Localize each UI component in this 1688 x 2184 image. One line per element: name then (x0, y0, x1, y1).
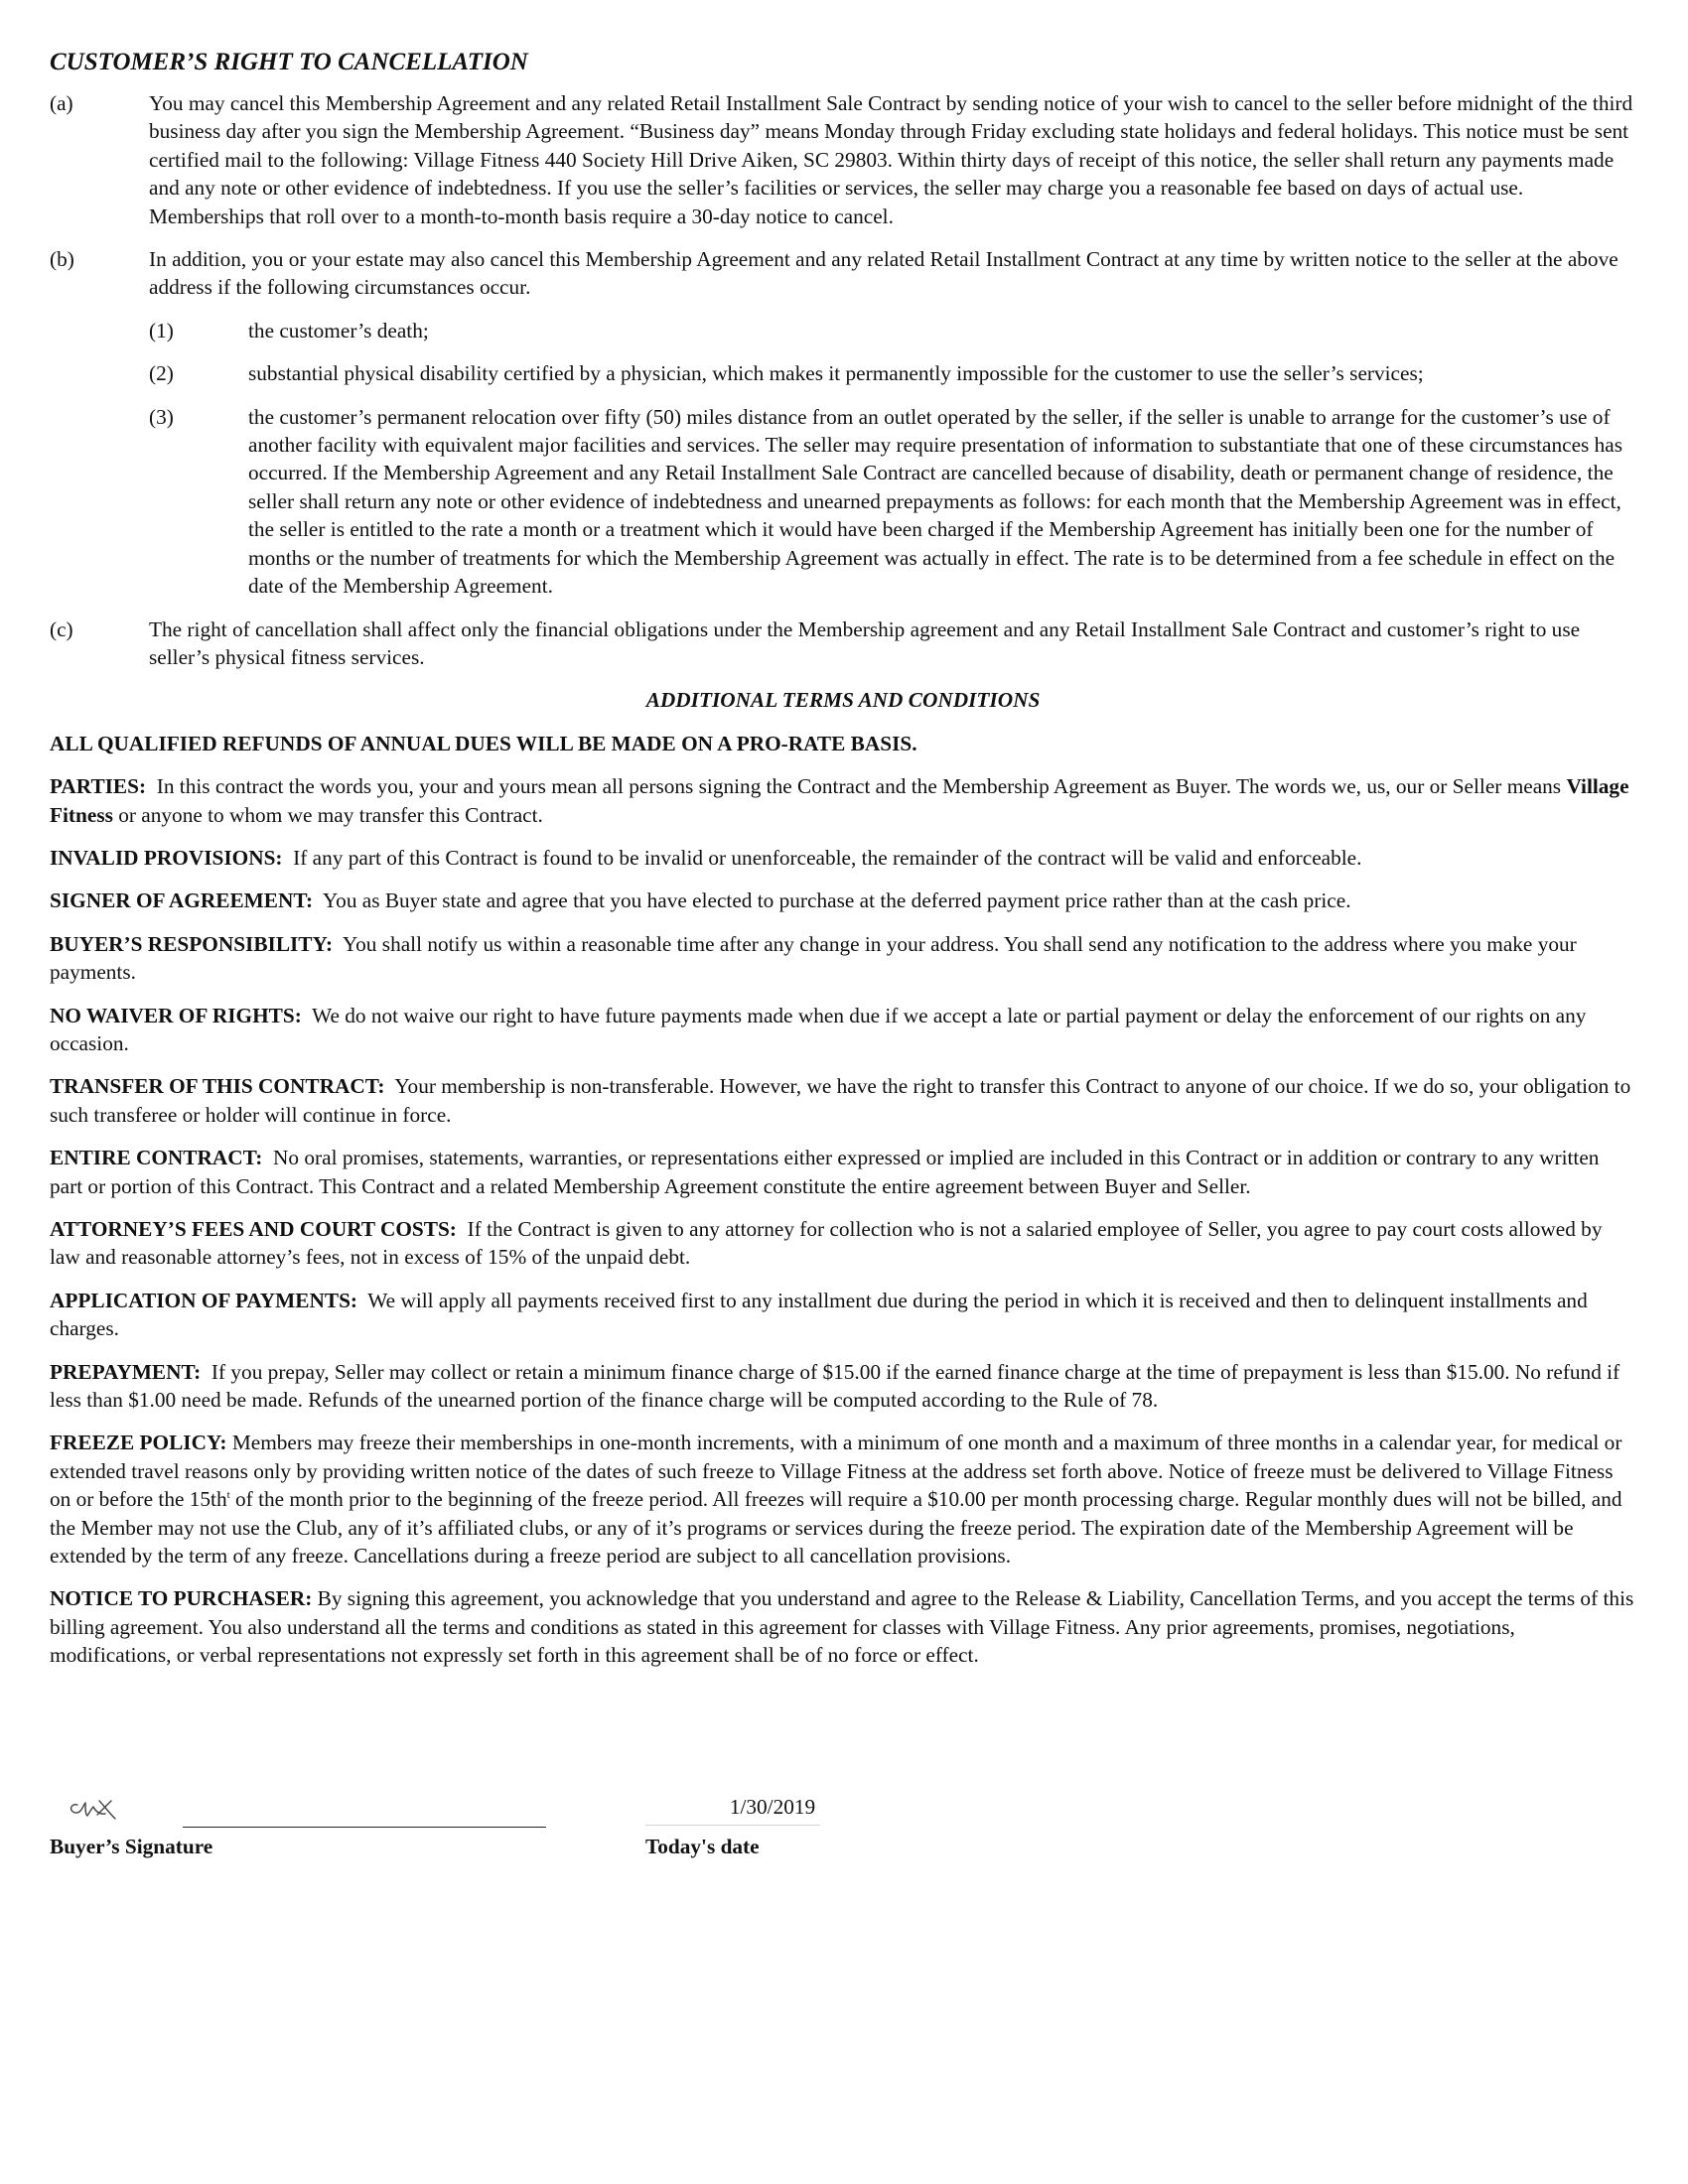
term-parties (50, 772, 1636, 829)
term-attorney-fees (50, 1215, 1636, 1272)
term-text: We will apply all payments received first to any installment due during the period in which it is received and then to delinquent installments and charges. (50, 1288, 1588, 1341)
clause-text: You may cancel this Membership Agreement and any related Retail Installment Sale Contract by sending notice of your wish to cancel to the seller before midnight of the third business day after you sign the Membership Agreement. “Business day” means Monday through Friday excluding state holidays and federal holidays. This notice must be sent certified mail to the following: Village Fitness 440 Society Hill Drive Aiken, SC 29803. Within thirty days of receipt of this notice, the seller shall return any payments made and any note or other evidence of indebtedness. If you use the seller’s facilities or services, the seller may charge you a reasonable fee based on days of actual use. Memberships that roll over to a month-to-month basis require a 30-day notice to cancel. (149, 91, 1633, 228)
term-notice-to-purchaser (50, 1584, 1636, 1669)
clause-text: The right of cancellation shall affect only the financial obligations under the Membership agreement and any Retail Installment Sale Contract and customer’s right to use seller’s physical fitness services. (149, 616, 1581, 669)
term-signer-of-agreement (50, 887, 1636, 914)
todays-date-label: Today's date (645, 1835, 760, 1858)
term-label: ENTIRE CONTRACT: (50, 1146, 263, 1170)
subitem-marker: (3) (149, 404, 174, 429)
term-label: NO WAIVER OF RIGHTS: (50, 1003, 302, 1027)
additional-terms-heading: ADDITIONAL TERMS AND CONDITIONS (645, 688, 1041, 713)
term-text: We do not waive our right to have future payments made when due if we accept a late or partial payment or delay the enforcement of our rights on any occasion. (50, 1003, 1587, 1055)
signature-date-value: 1/30/2019 (729, 1795, 816, 1819)
term-no-waiver (50, 1002, 1636, 1058)
term-text: or anyone to whom we may transfer this Contract. (118, 802, 543, 827)
clause-body (149, 615, 1636, 672)
subitem-relocation (149, 403, 1636, 601)
term-text: If you prepay, Seller may collect or retain a minimum finance charge of $15.00 if the earned finance charge at the time of prepayment is less than $15.00. No refund if less than $1.00 need be made. Refunds of the unearned portion of the finance charge will be computed according to the Rule of 78. (50, 1359, 1620, 1413)
term-buyer-responsibility (50, 930, 1636, 987)
term-label: TRANSFER OF THIS CONTRACT: (50, 1074, 385, 1099)
date-line (645, 1825, 820, 1826)
term-application-of-payments (50, 1287, 1636, 1343)
term-text: You shall notify us within a reasonable time after any change in your address. You shall send any notification to the address where you make your payments. (50, 931, 1577, 985)
clause-b (50, 245, 1636, 600)
refund-notice: ALL QUALIFIED REFUNDS OF ANNUAL DUES WILL BE MADE ON A PRO-RATE BASIS. (50, 731, 917, 755)
subitem-death (149, 317, 1636, 344)
clause-text: In addition, you or your estate may also cancel this Membership Agreement and any related Retail Installment Contract at any time by written notice to the seller at the above address if the following circumstances occur. (149, 247, 1618, 300)
clause-marker: (b) (50, 247, 74, 272)
term-transfer (50, 1072, 1636, 1129)
subitem-text: the customer’s permanent relocation over fifty (50) miles distance from an outlet operated by the seller, if the seller is unable to arrange for the customer’s use of another facility with equivalent major facilities and services. The seller may require presentation of information to substantiate that one of these circumstances has occurred. If the Membership Agreement and any Retail Installment Sale Contract are cancelled because of disability, death or permanent change of residence, the seller shall return any note or other evidence of indebtedness and unearned prepayments as follows: for each month that the Membership Agreement was in effect, the seller is entitled to the rate a month or a treatment which it would have been charged if the Membership Agreement has initially been one for the number of months or the number of treatments for which the Membership Agreement was actually in effect. The rate is to be determined from a fee schedule in effect on the date of the Membership Agreement. (248, 404, 1623, 599)
term-label: BUYER’S RESPONSIBILITY: (50, 931, 334, 956)
term-text: If the Contract is given to any attorney for collection who is not a salaried employee of Seller, you agree to pay court costs allowed by law and reasonable attorney’s fees, not in excess of 15% of the unpaid debt. (50, 1217, 1603, 1270)
term-label: FREEZE POLICY: (50, 1431, 227, 1455)
clause-a (50, 89, 1636, 230)
term-freeze-policy (50, 1429, 1636, 1570)
subitem-marker: (2) (149, 361, 174, 386)
term-text: If any part of this Contract is found to be invalid or unenforceable, the remainder of the contract will be valid and enforceable. (293, 845, 1362, 870)
term-text: No oral promises, statements, warranties, or representations either expressed or implied are included in this Contract or in addition or contrary to any written part or portion of this Contract. This Contract and a related Membership Agreement constitute the entire agreement between Buyer and Seller. (50, 1146, 1600, 1198)
superscript: t (226, 1489, 230, 1502)
term-text: You as Buyer state and agree that you have elected to purchase at the deferred payment price rather than at the cash price. (322, 888, 1351, 913)
clause-body (149, 89, 1636, 230)
term-label: INVALID PROVISIONS: (50, 845, 283, 870)
term-label: NOTICE TO PURCHASER: (50, 1586, 313, 1611)
signature-line (183, 1827, 546, 1828)
clause-marker: (c) (50, 616, 73, 641)
term-label: ATTORNEY’S FEES AND COURT COSTS: (50, 1217, 457, 1241)
document-title: CUSTOMER’S RIGHT TO CANCELLATION (50, 49, 528, 75)
clause-body (149, 245, 1636, 600)
term-label: SIGNER OF AGREEMENT: (50, 888, 314, 913)
term-text: In this contract the words you, your and yours mean all persons signing the Contract and the Membership Agreement as Buyer. The words we, us, our or Seller means (156, 774, 1562, 799)
term-invalid-provisions (50, 844, 1636, 872)
signature-block (50, 1793, 943, 1872)
term-label: PREPAYMENT: (50, 1359, 202, 1384)
term-label: APPLICATION OF PAYMENTS: (50, 1288, 357, 1312)
subitem-text: the customer’s death; (248, 318, 429, 342)
subitem-text: substantial physical disability certified by a physician, which makes it permanently impossible for the customer to use the seller’s services; (248, 361, 1424, 386)
term-entire-contract (50, 1144, 1636, 1200)
subitem-disability (149, 359, 1636, 387)
clause-marker: (a) (50, 91, 73, 115)
term-prepayment (50, 1358, 1636, 1415)
seller-name: Village Fitness (50, 774, 1629, 827)
subitem-marker: (1) (149, 318, 174, 342)
term-text: of the month prior to the beginning of the freeze period. All freezes will require a $10.00 per month processing charge. Regular monthly dues will not be billed, and the Member may not use the Club, any of it’s affiliated clubs, or any of it’s programs or services during the freeze period. The expiration date of the Membership Agreement will be extended by the term of any freeze. Cancellations during a freeze period are subject to all cancellation provisions. (50, 1487, 1622, 1569)
contract-page (50, 48, 1636, 1858)
term-text: By signing this agreement, you acknowledge that you understand and agree to the Release & Liability, Cancellation Terms, and you accept the terms of this billing agreement. You also understand all the terms and conditions as stated in this agreement for classes with Village Fitness. Any prior agreements, promises, negotiations, modifications, or verbal representations not expressly set forth in this agreement shall be of no force or effect. (50, 1586, 1634, 1668)
clause-c (50, 615, 1636, 672)
buyer-signature-label: Buyer’s Signature (50, 1835, 213, 1858)
handwritten-signature (64, 1793, 123, 1825)
term-text: Members may freeze their memberships in one-month increments, with a minimum of one month and a maximum of three months in a calendar year, for medical or extended travel reasons only by providing written notice of the dates of such freeze to Village Fitness at the address set forth above. Notice of freeze must be delivered to Village Fitness on or before the 15th (50, 1431, 1622, 1512)
term-label: PARTIES: (50, 774, 147, 799)
term-text: Your membership is non-transferable. However, we have the right to transfer this Contract to anyone of our choice. If we do so, your obligation to such transferee or holder will continue in force. (50, 1074, 1631, 1127)
